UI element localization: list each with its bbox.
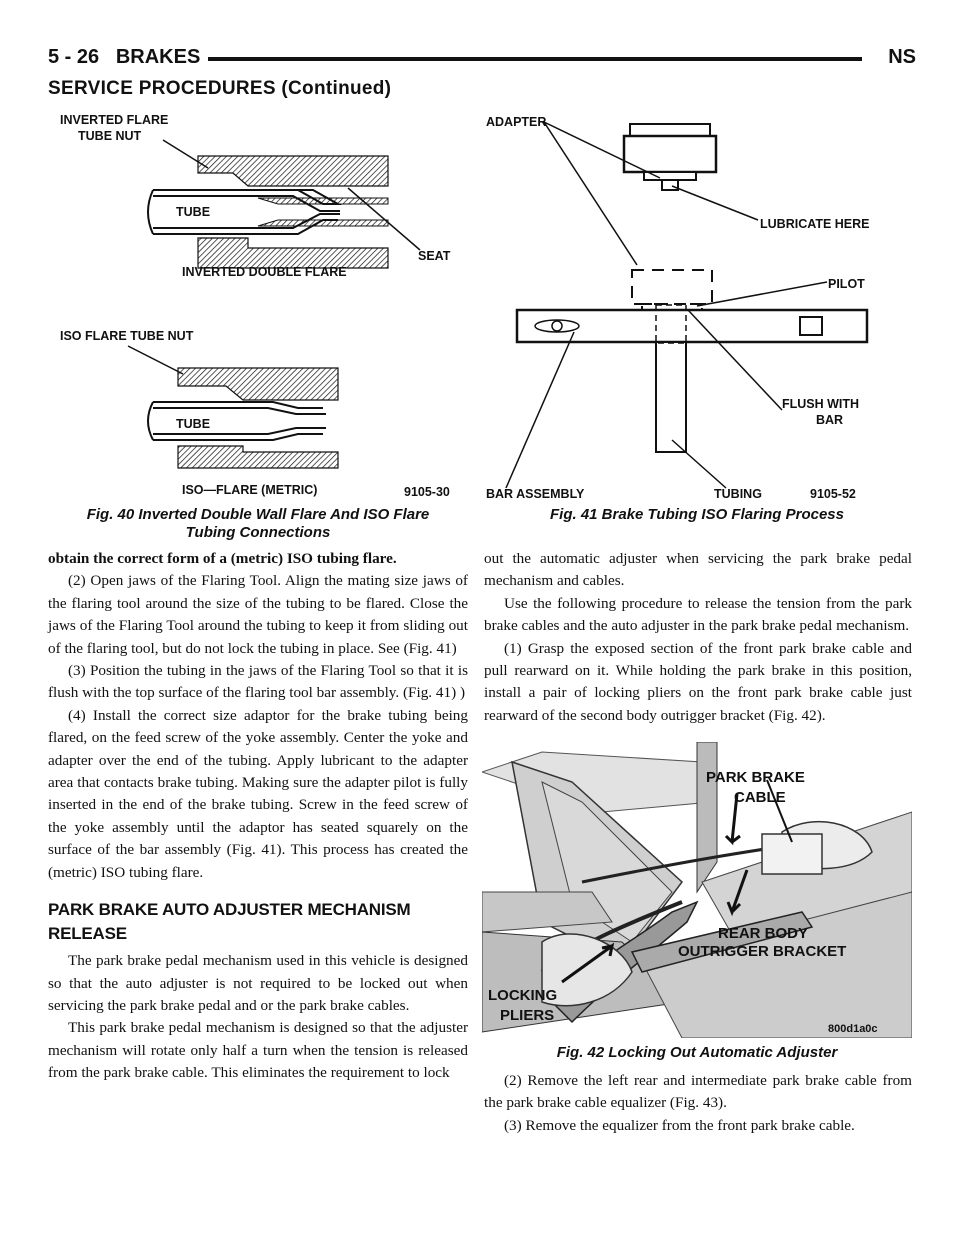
paragraph-adjuster: This park brake pedal mechanism is designed so that the adjuster mechanism will rotate only half a turn when the tension is released from the park brake cable. This eliminates the requirement to lock	[48, 1019, 468, 1082]
figure-41-illustration	[482, 110, 912, 502]
figure-41-caption: Fig. 41 Brake Tubing ISO Flaring Process	[550, 506, 844, 523]
model-code: NS	[888, 46, 916, 68]
label-lubricate-here: LUBRICATE HERE	[760, 217, 870, 231]
label-outrigger-bracket: OUTRIGGER BRACKET	[678, 943, 847, 960]
step-4: (4) Install the correct size adaptor for the brake tubing being flared, on the feed screw of the yoke assembly. Center the yoke and adapter over the end of the tubing. Apply lubricant to the adapter area that contacts brake tubing. Making sure the adapter pilot is fully inserted in the end of the brake tubing. Screw in the feed screw of the yoke assembly until the adaptor has seated squarely on the surface of the bar assembly (Fig. 41). This process has created the (metric) ISO tubing flare.	[48, 706, 468, 881]
page-label: 5 - 26 BRAKES	[48, 46, 201, 68]
figure-42-caption: Fig. 42 Locking Out Automatic Adjuster	[556, 1044, 838, 1061]
right-text-column-top	[484, 548, 912, 727]
section-heading: PARK BRAKE AUTO ADJUSTER MECHANISM RELEASE	[48, 900, 411, 944]
label-tube-top: TUBE	[176, 205, 211, 219]
label-seat: SEAT	[418, 249, 451, 263]
step-1: (1) Grasp the exposed section of the front park brake cable and pull rearward on it. While holding the park brake in this position, install a pair of locking pliers on the front park brake cable just rearward of the second body outrigger bracket (Fig. 42).	[484, 639, 912, 724]
page-header	[48, 42, 916, 72]
step-3: (3) Position the tubing in the jaws of the Flaring Tool so that it is flush with the top surface of the flaring tool bar assembly. (Fig. 41) )	[48, 662, 468, 702]
flare-diagram	[48, 108, 468, 500]
label-pliers: PLIERS	[500, 1007, 555, 1024]
figure-code: 9105-30	[404, 485, 450, 499]
label-locking: LOCKING	[488, 987, 558, 1004]
label-park-brake: PARK BRAKE	[706, 769, 805, 786]
label-iso-flare-nut: ISO FLARE TUBE NUT	[60, 329, 194, 343]
figure-42-illustration	[482, 742, 912, 1038]
paragraph-procedure: Use the following procedure to release the tension from the park brake cables and the auto adjuster in the park brake pedal mechanism.	[484, 594, 912, 635]
label-iso-metric: ISO—FLARE (METRIC)	[182, 483, 318, 497]
label-tube-bottom: TUBE	[176, 417, 211, 431]
label-adapter: ADAPTER	[486, 115, 547, 129]
step-2b: (2) Remove the left rear and intermediate park brake cable from the park brake cable equalizer (Fig. 43).	[484, 1072, 912, 1112]
section-continued-title: SERVICE PROCEDURES (Continued)	[48, 78, 392, 99]
right-text-column-bottom	[484, 1070, 912, 1137]
label-pilot: PILOT	[828, 277, 865, 291]
figure-code: 9105-52	[810, 487, 856, 501]
paragraph-lockout: out the automatic adjuster when servicing the park brake pedal mechanism and cables.	[484, 550, 912, 590]
label-bar-assembly: BAR ASSEMBLY	[486, 487, 585, 501]
paragraph-iso-form: obtain the correct form of a (metric) ISO tubing flare.	[48, 550, 397, 567]
left-text-column	[48, 548, 468, 1085]
figure-code: 800d1a0c	[828, 1023, 878, 1035]
label-tube-nut: TUBE NUT	[78, 129, 142, 143]
label-bar: BAR	[816, 413, 844, 427]
label-inverted-double-flare: INVERTED DOUBLE FLARE	[182, 265, 347, 279]
figure-40-illustration	[48, 108, 468, 500]
locking-pliers-photo	[482, 742, 912, 1038]
label-tubing: TUBING	[714, 487, 762, 501]
label-inverted-flare-nut: INVERTED FLARE	[60, 113, 169, 127]
flaring-tool-diagram	[482, 110, 912, 502]
label-flush-with: FLUSH WITH	[782, 397, 860, 411]
step-2: (2) Open jaws of the Flaring Tool. Align the mating size jaws of the flaring tool around the size of the tubing to be flared. Close the jaws of the Flaring Tool around the tubing to keep it from sliding out of the flaring tool, but do not lock the tubing in place. See (Fig. 41)	[48, 572, 468, 657]
label-cable: CABLE	[734, 789, 786, 806]
label-rear-body: REAR BODY	[718, 925, 809, 942]
step-3b: (3) Remove the equalizer from the front park brake cable.	[504, 1116, 855, 1134]
paragraph-mechanism: The park brake pedal mechanism used in this vehicle is designed so that the auto adjuster is not required to be locked out when servicing the park brake pedal and or the park brake cables.	[48, 952, 468, 1014]
figure-40-caption: Fig. 40 Inverted Double Wall Flare And ISO Flare Tubing Connections	[86, 506, 430, 541]
header-rule	[208, 57, 862, 61]
